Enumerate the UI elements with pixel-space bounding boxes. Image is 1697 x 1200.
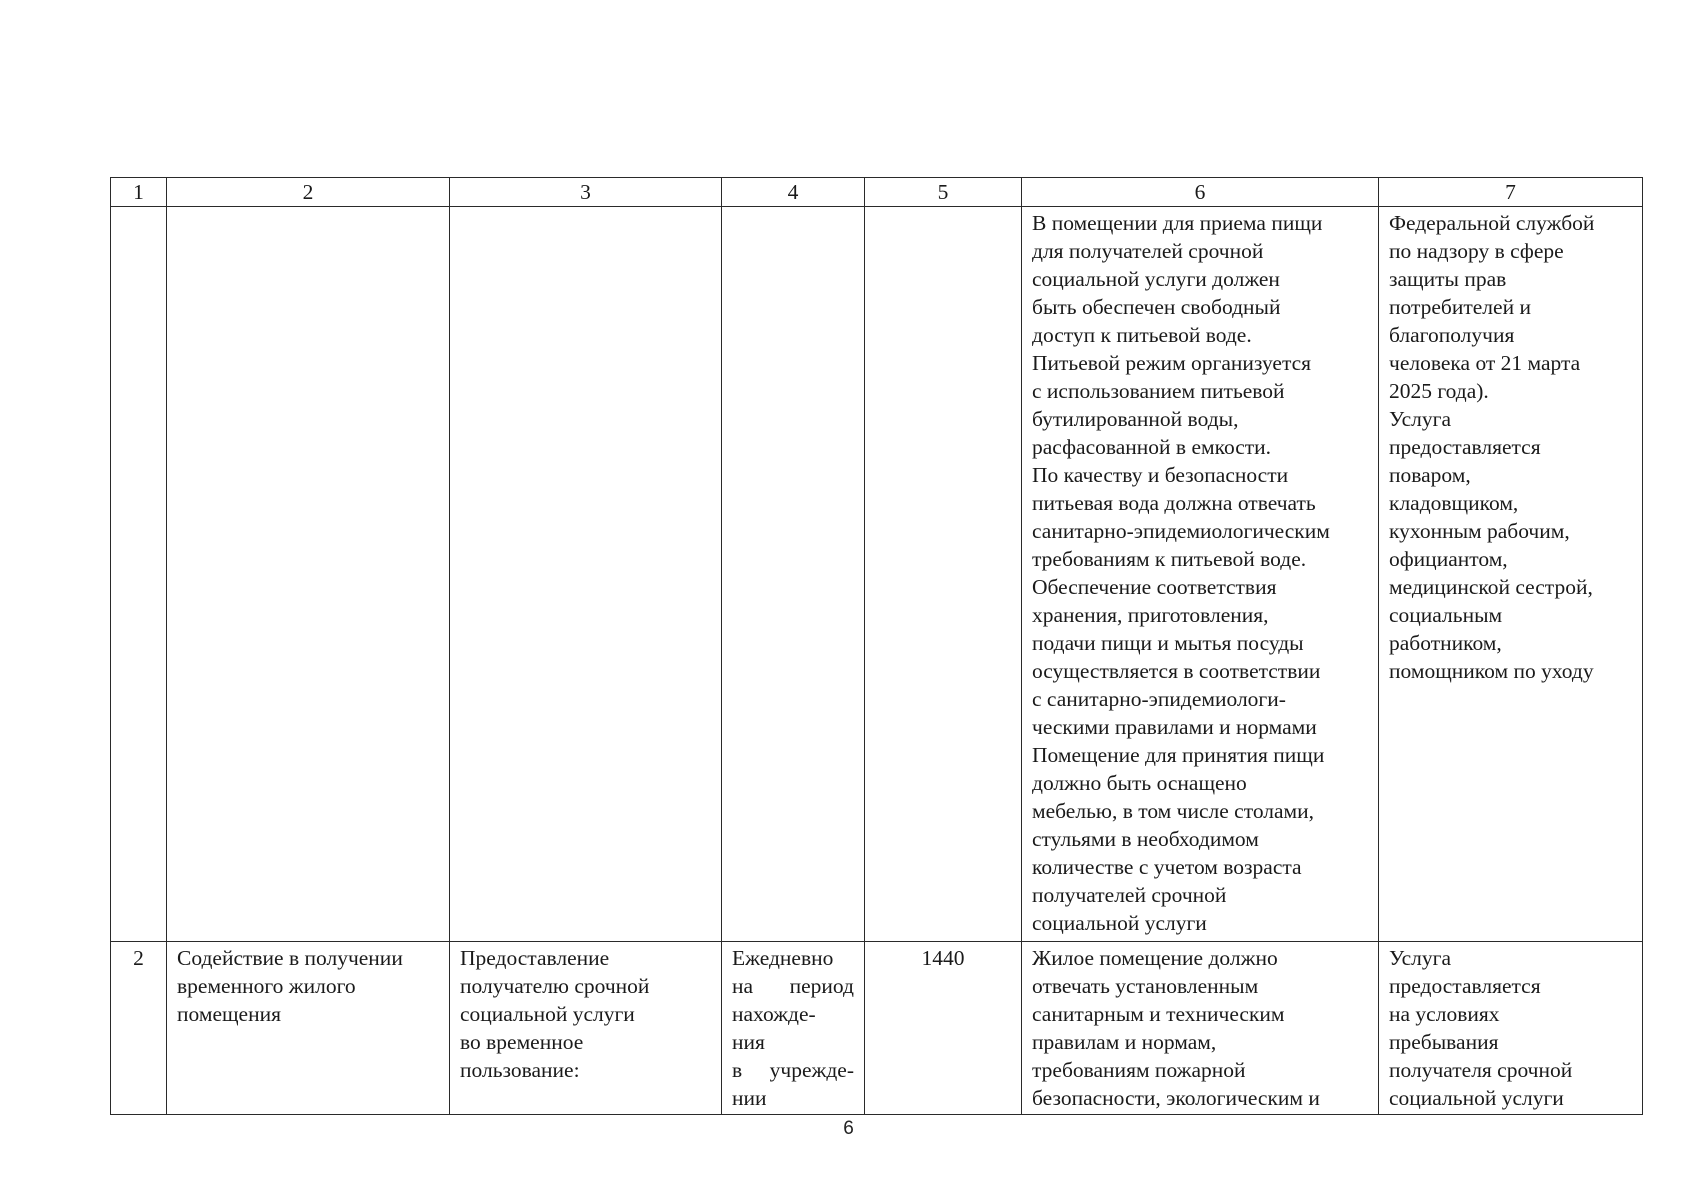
header-col-3: 3 bbox=[450, 178, 722, 207]
conditions-line: 2025 года). bbox=[1389, 379, 1489, 403]
requirements-line: бутилированной воды, bbox=[1032, 407, 1239, 431]
conditions-line: пребывания bbox=[1389, 1030, 1499, 1054]
conditions-line: кухонным рабочим, bbox=[1389, 519, 1570, 543]
conditions-line: работником, bbox=[1389, 631, 1502, 655]
requirements-line: получателей срочной bbox=[1032, 883, 1227, 907]
requirements-line: питьевая вода должна отвечать bbox=[1032, 491, 1316, 515]
description-line: получателю срочной bbox=[460, 974, 650, 998]
conditions-line: потребителей и bbox=[1389, 295, 1531, 319]
period-word: в bbox=[732, 1058, 743, 1082]
description-line: пользование: bbox=[460, 1058, 580, 1082]
service-name-line: помещения bbox=[177, 1002, 281, 1026]
period-word: период bbox=[789, 974, 854, 998]
conditions-line: Услуга bbox=[1389, 946, 1452, 970]
cell-norm-empty bbox=[865, 207, 1022, 942]
conditions-line: Федеральной службой bbox=[1389, 211, 1595, 235]
period-word: на bbox=[732, 974, 754, 998]
cell-number: 2 bbox=[111, 942, 167, 1115]
conditions-line: социальной услуги bbox=[1389, 1086, 1564, 1110]
conditions-line: предоставляется bbox=[1389, 435, 1541, 459]
requirements-line: В помещении для приема пищи bbox=[1032, 211, 1323, 235]
requirements-line: безопасности, экологическим и bbox=[1032, 1086, 1320, 1110]
cell-requirements bbox=[1022, 207, 1379, 942]
period-line: нии bbox=[732, 1086, 767, 1110]
requirements-line: с использованием питьевой bbox=[1032, 379, 1285, 403]
requirements-line: санитарно-эпидемиологическим bbox=[1032, 519, 1330, 543]
conditions-line: человека от 21 марта bbox=[1389, 351, 1581, 375]
table-row-2 bbox=[111, 942, 1643, 1115]
requirements-line: хранения, приготовления, bbox=[1032, 603, 1269, 627]
requirements-line: социальной услуги должен bbox=[1032, 267, 1280, 291]
cell-conditions bbox=[1379, 207, 1643, 942]
requirements-line: осуществляется в соответствии bbox=[1032, 659, 1321, 683]
requirements-line: подачи пищи и мытья посуды bbox=[1032, 631, 1304, 655]
page-number: 6 bbox=[843, 1118, 854, 1139]
cell-description-empty bbox=[450, 207, 722, 942]
requirements-line: быть обеспечен свободный bbox=[1032, 295, 1281, 319]
requirements-line: Жилое помещение должно bbox=[1032, 946, 1278, 970]
conditions-line: медицинской сестрой, bbox=[1389, 575, 1593, 599]
conditions-line: помощником по уходу bbox=[1389, 659, 1594, 683]
description-line: Предоставление bbox=[460, 946, 610, 970]
conditions-line: на условиях bbox=[1389, 1002, 1500, 1026]
period-line bbox=[732, 972, 854, 1000]
requirements-line: Помещение для принятия пищи bbox=[1032, 743, 1325, 767]
services-table bbox=[110, 177, 1643, 1115]
requirements-line: количестве с учетом возраста bbox=[1032, 855, 1302, 879]
requirements-line: доступ к питьевой воде. bbox=[1032, 323, 1252, 347]
header-col-1: 1 bbox=[111, 178, 167, 207]
requirements-line: социальной услуги bbox=[1032, 911, 1207, 935]
cell-requirements bbox=[1022, 942, 1379, 1115]
cell-number-empty bbox=[111, 207, 167, 942]
period-line: Ежедневно bbox=[732, 946, 834, 970]
cell-norm-value: 1440 bbox=[865, 942, 1022, 1115]
header-row bbox=[111, 178, 1643, 207]
conditions-line: получателя срочной bbox=[1389, 1058, 1573, 1082]
requirements-line: расфасованной в емкости. bbox=[1032, 435, 1272, 459]
period-line: нахожде- bbox=[732, 1002, 816, 1026]
cell-conditions bbox=[1379, 942, 1643, 1115]
requirements-line: требованиям к питьевой воде. bbox=[1032, 547, 1307, 571]
requirements-line: отвечать установленным bbox=[1032, 974, 1259, 998]
header-col-5: 5 bbox=[865, 178, 1022, 207]
period-line bbox=[732, 1056, 854, 1084]
conditions-line: социальным bbox=[1389, 603, 1503, 627]
description-line: социальной услуги bbox=[460, 1002, 635, 1026]
conditions-line: благополучия bbox=[1389, 323, 1515, 347]
requirements-line: Обеспечение соответствия bbox=[1032, 575, 1277, 599]
requirements-line: должно быть оснащено bbox=[1032, 771, 1247, 795]
requirements-line: требованиям пожарной bbox=[1032, 1058, 1246, 1082]
header-col-7: 7 bbox=[1379, 178, 1643, 207]
conditions-line: предоставляется bbox=[1389, 974, 1541, 998]
conditions-line: кладовщиком, bbox=[1389, 491, 1519, 515]
requirements-line: мебелью, в том числе столами, bbox=[1032, 799, 1315, 823]
service-name-line: Содействие в получении bbox=[177, 946, 403, 970]
header-col-2: 2 bbox=[167, 178, 450, 207]
requirements-line: Питьевой режим организуется bbox=[1032, 351, 1312, 375]
conditions-line: по надзору в сфере bbox=[1389, 239, 1564, 263]
requirements-line: правилам и нормам, bbox=[1032, 1030, 1217, 1054]
service-name-line: временного жилого bbox=[177, 974, 356, 998]
requirements-line: для получателей срочной bbox=[1032, 239, 1264, 263]
period-line: ния bbox=[732, 1030, 765, 1054]
period-word: учрежде- bbox=[769, 1058, 854, 1082]
conditions-line: поваром, bbox=[1389, 463, 1471, 487]
requirements-line: с санитарно-эпидемиологи- bbox=[1032, 687, 1286, 711]
requirements-line: ческими правилами и нормами bbox=[1032, 715, 1317, 739]
requirements-line: По качеству и безопасности bbox=[1032, 463, 1289, 487]
cell-description bbox=[450, 942, 722, 1115]
header-col-6: 6 bbox=[1022, 178, 1379, 207]
conditions-line: Услуга bbox=[1389, 407, 1452, 431]
header-col-4: 4 bbox=[722, 178, 865, 207]
requirements-line: санитарным и техническим bbox=[1032, 1002, 1285, 1026]
cell-service-name-empty bbox=[167, 207, 450, 942]
requirements-line: стульями в необходимом bbox=[1032, 827, 1259, 851]
cell-period-empty bbox=[722, 207, 865, 942]
cell-service-name bbox=[167, 942, 450, 1115]
table-header bbox=[111, 178, 1643, 207]
table-row-continued bbox=[111, 207, 1643, 942]
description-line: во временное bbox=[460, 1030, 584, 1054]
cell-period bbox=[722, 942, 865, 1115]
conditions-line: защиты прав bbox=[1389, 267, 1507, 291]
conditions-line: официантом, bbox=[1389, 547, 1508, 571]
